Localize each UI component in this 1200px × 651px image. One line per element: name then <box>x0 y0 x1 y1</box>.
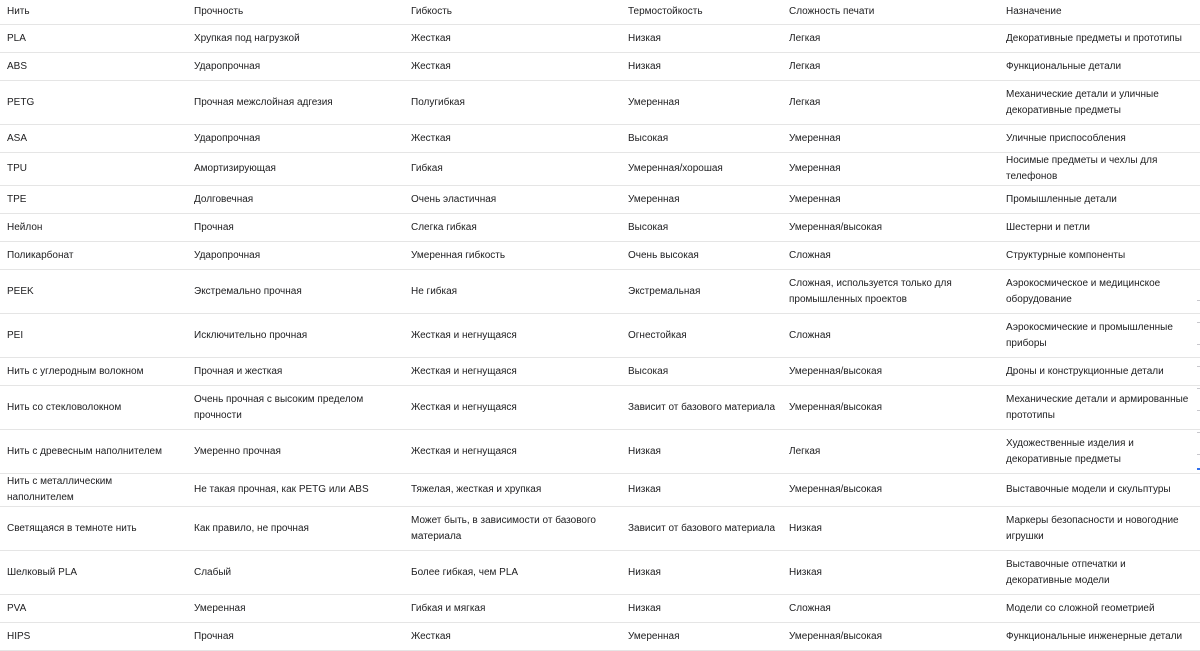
table-row <box>0 358 1200 386</box>
table-row <box>0 270 1200 314</box>
cell-flexibility: Может быть, в зависимости от базового материала <box>404 507 621 551</box>
cell-flexibility: Жесткая и негнущаяся <box>404 430 621 474</box>
cell-flexibility: Очень эластичная <box>404 186 621 214</box>
cell-strength: Ударопрочная <box>187 242 404 270</box>
cell-flexibility: Жесткая <box>404 623 621 651</box>
table-row <box>0 474 1200 507</box>
cell-heat-resistance: Зависит от базового материала <box>621 386 782 430</box>
table-row <box>0 551 1200 595</box>
cell-heat-resistance: Низкая <box>621 595 782 623</box>
header-row <box>0 0 1200 25</box>
table-row <box>0 153 1200 186</box>
table-row <box>0 314 1200 358</box>
cell-print-difficulty: Умеренная/высокая <box>782 214 999 242</box>
cell-strength: Хрупкая под нагрузкой <box>187 25 404 53</box>
cell-print-difficulty: Низкая <box>782 551 999 595</box>
cell-purpose: Носимые предметы и чехлы для телефонов <box>999 153 1200 186</box>
cell-print-difficulty: Легкая <box>782 53 999 81</box>
cell-strength: Как правило, не прочная <box>187 507 404 551</box>
cell-print-difficulty: Низкая <box>782 507 999 551</box>
cell-print-difficulty: Легкая <box>782 25 999 53</box>
table-row <box>0 595 1200 623</box>
cell-strength: Прочная <box>187 214 404 242</box>
table-row <box>0 125 1200 153</box>
cell-heat-resistance: Умеренная <box>621 81 782 125</box>
cell-strength: Слабый <box>187 551 404 595</box>
cell-heat-resistance: Высокая <box>621 214 782 242</box>
cell-purpose: Декоративные предметы и прототипы <box>999 25 1200 53</box>
cell-flexibility: Гибкая <box>404 153 621 186</box>
table-row <box>0 53 1200 81</box>
column-header-filament: Нить <box>0 0 187 25</box>
cell-purpose: Механические детали и армированные прототипы <box>999 386 1200 430</box>
cell-strength: Умеренная <box>187 595 404 623</box>
cell-print-difficulty: Умеренная <box>782 125 999 153</box>
table-row <box>0 507 1200 551</box>
cell-filament: Нить с древесным наполнителем <box>0 430 187 474</box>
cell-purpose: Шестерни и петли <box>999 214 1200 242</box>
cell-heat-resistance: Умеренная <box>621 186 782 214</box>
cell-strength: Прочная и жесткая <box>187 358 404 386</box>
cell-heat-resistance: Низкая <box>621 53 782 81</box>
cell-print-difficulty: Умеренная/высокая <box>782 386 999 430</box>
column-header-strength: Прочность <box>187 0 404 25</box>
cell-purpose: Выставочные отпечатки и декоративные модели <box>999 551 1200 595</box>
cell-flexibility: Жесткая <box>404 53 621 81</box>
cell-purpose: Структурные компоненты <box>999 242 1200 270</box>
column-header-flexibility: Гибкость <box>404 0 621 25</box>
cell-strength: Не такая прочная, как PETG или ABS <box>187 474 404 507</box>
cell-filament: Нить с углеродным волокном <box>0 358 187 386</box>
table-row <box>0 242 1200 270</box>
cell-flexibility: Жесткая <box>404 25 621 53</box>
column-header-heat-resistance: Термостойкость <box>621 0 782 25</box>
cell-filament: Нейлон <box>0 214 187 242</box>
cell-print-difficulty: Сложная <box>782 314 999 358</box>
cell-heat-resistance: Низкая <box>621 430 782 474</box>
cell-purpose: Механические детали и уличные декоративные предметы <box>999 81 1200 125</box>
cell-filament: PEEK <box>0 270 187 314</box>
cell-print-difficulty: Легкая <box>782 81 999 125</box>
cell-heat-resistance: Высокая <box>621 125 782 153</box>
cell-flexibility: Слегка гибкая <box>404 214 621 242</box>
cell-filament: PETG <box>0 81 187 125</box>
cell-strength: Экстремально прочная <box>187 270 404 314</box>
cell-print-difficulty: Умеренная/высокая <box>782 358 999 386</box>
table-row <box>0 81 1200 125</box>
cell-print-difficulty: Сложная <box>782 242 999 270</box>
cell-heat-resistance: Экстремальная <box>621 270 782 314</box>
cell-purpose: Функциональные инженерные детали <box>999 623 1200 651</box>
cell-flexibility: Жесткая и негнущаяся <box>404 314 621 358</box>
cell-filament: Нить со стекловолокном <box>0 386 187 430</box>
cell-filament: TPU <box>0 153 187 186</box>
cell-filament: PEI <box>0 314 187 358</box>
cell-filament: ABS <box>0 53 187 81</box>
cell-purpose: Выставочные модели и скульптуры <box>999 474 1200 507</box>
cell-heat-resistance: Низкая <box>621 25 782 53</box>
table-row <box>0 430 1200 474</box>
table-row <box>0 186 1200 214</box>
cell-print-difficulty: Умеренная/высокая <box>782 623 999 651</box>
cell-heat-resistance: Низкая <box>621 474 782 507</box>
cell-strength: Долговечная <box>187 186 404 214</box>
cell-heat-resistance: Умеренная <box>621 623 782 651</box>
cell-heat-resistance: Умеренная/хорошая <box>621 153 782 186</box>
column-header-print-difficulty: Сложность печати <box>782 0 999 25</box>
cell-strength: Прочная <box>187 623 404 651</box>
table-row <box>0 25 1200 53</box>
cell-flexibility: Тяжелая, жесткая и хрупкая <box>404 474 621 507</box>
cell-strength: Ударопрочная <box>187 125 404 153</box>
cell-flexibility: Жесткая и негнущаяся <box>404 358 621 386</box>
cell-filament: HIPS <box>0 623 187 651</box>
cell-strength: Умеренно прочная <box>187 430 404 474</box>
table-body <box>0 25 1200 651</box>
cell-print-difficulty: Умеренная <box>782 186 999 214</box>
cell-flexibility: Жесткая <box>404 125 621 153</box>
cell-print-difficulty: Сложная <box>782 595 999 623</box>
cell-purpose: Функциональные детали <box>999 53 1200 81</box>
cell-flexibility: Гибкая и мягкая <box>404 595 621 623</box>
cell-filament: TPE <box>0 186 187 214</box>
cell-strength: Очень прочная с высоким пределом прочности <box>187 386 404 430</box>
cell-purpose: Промышленные детали <box>999 186 1200 214</box>
table-header <box>0 0 1200 25</box>
cell-heat-resistance: Очень высокая <box>621 242 782 270</box>
cell-filament: Нить с металлическим наполнителем <box>0 474 187 507</box>
cell-print-difficulty: Умеренная <box>782 153 999 186</box>
cell-filament: PLA <box>0 25 187 53</box>
cell-flexibility: Жесткая и негнущаяся <box>404 386 621 430</box>
cell-print-difficulty: Умеренная/высокая <box>782 474 999 507</box>
cell-flexibility: Умеренная гибкость <box>404 242 621 270</box>
cell-purpose: Аэрокосмическое и медицинское оборудование <box>999 270 1200 314</box>
cell-filament: Поликарбонат <box>0 242 187 270</box>
cell-strength: Амортизирующая <box>187 153 404 186</box>
cell-heat-resistance: Высокая <box>621 358 782 386</box>
cell-flexibility: Не гибкая <box>404 270 621 314</box>
table-row <box>0 623 1200 651</box>
cell-filament: PVA <box>0 595 187 623</box>
cell-heat-resistance: Огнестойкая <box>621 314 782 358</box>
cell-print-difficulty: Сложная, используется только для промышленных проектов <box>782 270 999 314</box>
cell-strength: Ударопрочная <box>187 53 404 81</box>
cell-purpose: Дроны и конструкционные детали <box>999 358 1200 386</box>
cell-print-difficulty: Легкая <box>782 430 999 474</box>
cell-flexibility: Более гибкая, чем PLA <box>404 551 621 595</box>
cell-filament: Светящаяся в темноте нить <box>0 507 187 551</box>
cell-purpose: Модели со сложной геометрией <box>999 595 1200 623</box>
cell-purpose: Аэрокосмические и промышленные приборы <box>999 314 1200 358</box>
column-header-purpose: Назначение <box>999 0 1200 25</box>
table-row <box>0 214 1200 242</box>
cell-strength: Прочная межслойная адгезия <box>187 81 404 125</box>
cell-heat-resistance: Низкая <box>621 551 782 595</box>
cell-strength: Исключительно прочная <box>187 314 404 358</box>
cell-purpose: Художественные изделия и декоративные предметы <box>999 430 1200 474</box>
cell-flexibility: Полугибкая <box>404 81 621 125</box>
cell-purpose: Маркеры безопасности и новогодние игрушки <box>999 507 1200 551</box>
table-row <box>0 386 1200 430</box>
cell-filament: ASA <box>0 125 187 153</box>
cell-heat-resistance: Зависит от базового материала <box>621 507 782 551</box>
cell-filament: Шелковый PLA <box>0 551 187 595</box>
cell-purpose: Уличные приспособления <box>999 125 1200 153</box>
